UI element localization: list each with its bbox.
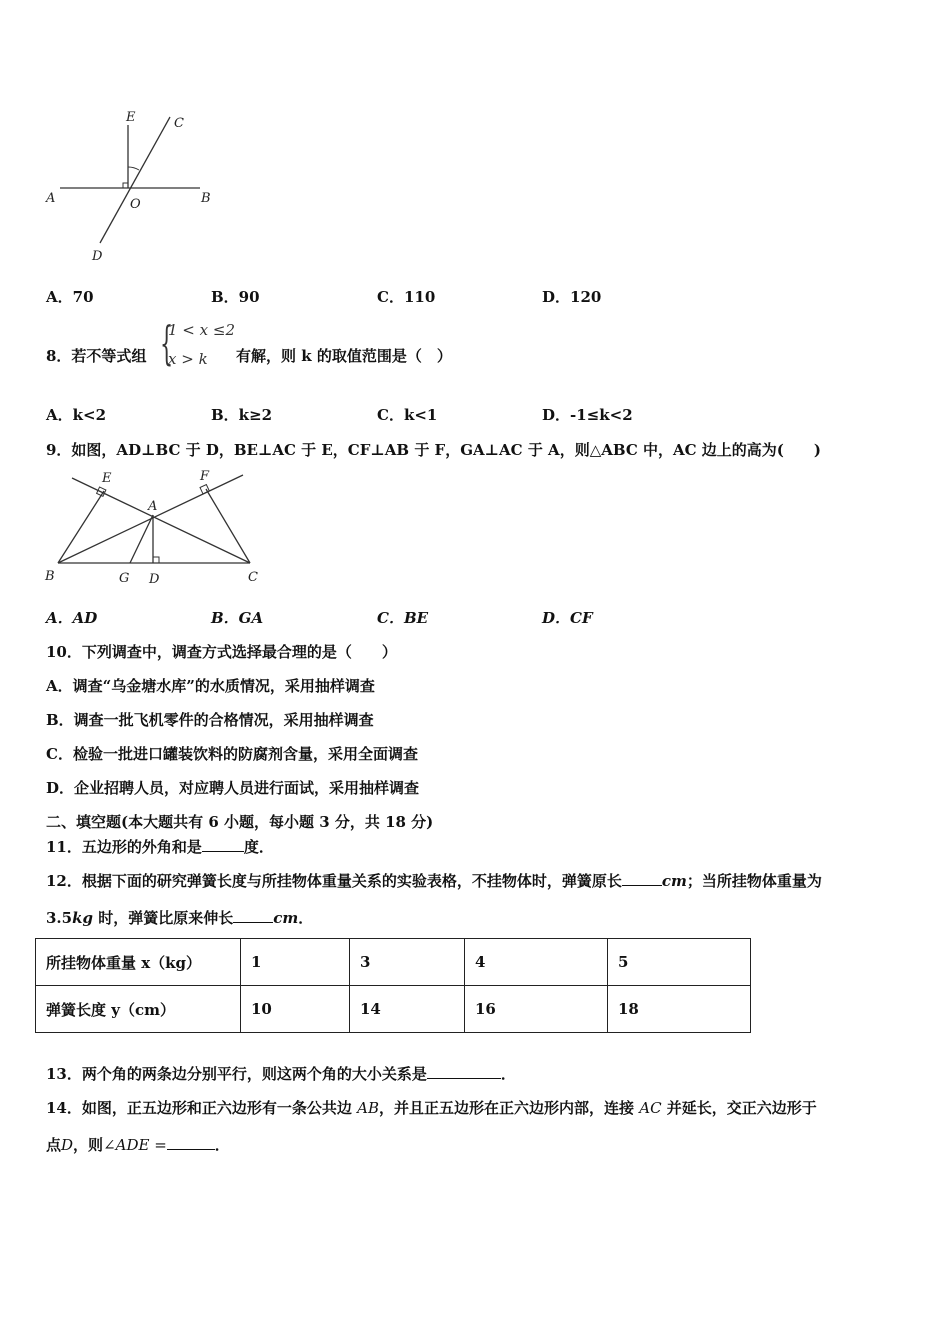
- q14-ab: AB: [357, 1099, 379, 1117]
- table-cell: 14: [350, 986, 465, 1033]
- q14-text-d: 点: [46, 1136, 62, 1154]
- q9-option-d[interactable]: D．CF: [542, 609, 593, 627]
- q11-question: [46, 836, 274, 857]
- q12-unit-2: cm: [273, 909, 299, 927]
- q14-line2: [46, 1134, 230, 1155]
- table-cell: 18: [608, 986, 751, 1033]
- label-d: D: [92, 249, 103, 264]
- table-cell: 16: [465, 986, 608, 1033]
- right-angle-mark: [123, 183, 128, 188]
- line-cd: [100, 117, 170, 243]
- label-e: E: [102, 471, 112, 486]
- q13-answer-blank[interactable]: [427, 1064, 501, 1079]
- label-a: A: [148, 499, 158, 514]
- table-cell: 1: [241, 939, 350, 986]
- q7-option-c[interactable]: C．110: [377, 288, 436, 306]
- section-heading: 二、填空题(本大题共有 6 小题，每小题 3 分，共 18 分): [46, 813, 434, 831]
- table-row: [36, 939, 751, 986]
- q13-text-after: ．: [500, 1065, 516, 1083]
- q9-option-c[interactable]: C．BE: [377, 609, 429, 627]
- q14-text-a: 14．如图，正五边形和正六边形有一条公共边: [46, 1099, 352, 1117]
- label-e: E: [126, 110, 136, 125]
- figure-intersecting-lines: [40, 105, 230, 270]
- q12-weight-value: 3.5: [46, 909, 73, 927]
- q9-question: 9．如图，AD⊥BC 于 D，BE⊥AC 于 E，CF⊥AB 于 F，GA⊥AC 于 A，则△ABC 中，AC 边上的高为( ): [46, 441, 821, 459]
- q13-question: [46, 1063, 516, 1084]
- right-angle-d: [153, 557, 159, 563]
- experiment-table: [35, 938, 751, 1033]
- q10-option-b[interactable]: B．调查一批飞机零件的合格情况，采用抽样调查: [46, 711, 374, 729]
- label-b: B: [45, 569, 55, 584]
- table-header-weight: 所挂物体重量 x（kg）: [36, 939, 241, 986]
- q8-suffix: 有解，则 k 的取值范围是（ ）: [236, 347, 452, 365]
- q10-option-c[interactable]: C．检验一批进口罐装饮料的防腐剂含量，采用全面调查: [46, 745, 418, 763]
- system-brace: {: [160, 316, 174, 370]
- q7-option-a[interactable]: A．70: [46, 288, 94, 306]
- table-cell: 10: [241, 986, 350, 1033]
- label-f: F: [200, 469, 210, 484]
- q8-option-d[interactable]: D．-1≤k<2: [542, 406, 633, 424]
- q14-point-d: D: [61, 1136, 74, 1154]
- line-ce: [72, 478, 250, 563]
- q14-text-f: ．: [214, 1136, 230, 1154]
- q12-line2: [46, 907, 313, 928]
- q12-text-d: ．: [298, 909, 314, 927]
- label-g: G: [119, 571, 130, 586]
- q12-text-b: ；当所挂物体重量为: [686, 872, 822, 890]
- q12-unit-1: cm: [661, 872, 687, 890]
- q8-option-a[interactable]: A．k<2: [46, 406, 107, 424]
- q11-answer-blank[interactable]: [202, 837, 244, 852]
- label-d: D: [149, 572, 160, 587]
- label-o: O: [130, 197, 141, 212]
- q11-text-after: 度．: [243, 838, 274, 856]
- q14-angle: ∠ADE =: [103, 1136, 167, 1154]
- q8-option-c[interactable]: C．k<1: [377, 406, 438, 424]
- q7-option-d[interactable]: D．120: [542, 288, 602, 306]
- q14-text-e: ，则: [73, 1136, 104, 1154]
- q10-question: 10．下列调查中，调查方式选择最合理的是（ ）: [46, 643, 397, 661]
- q12-answer-blank-2[interactable]: [233, 908, 273, 923]
- q8-system-line2: x > k: [168, 350, 208, 368]
- angle-arc: [128, 167, 139, 170]
- table-header-length: 弹簧长度 y（cm）: [36, 986, 241, 1033]
- q12-line1: [46, 870, 822, 891]
- q8-option-b[interactable]: B．k≥2: [211, 406, 273, 424]
- figure-triangle-heights: [40, 465, 270, 590]
- q12-answer-blank-1[interactable]: [622, 871, 662, 886]
- q12-text-c: 时，弹簧比原来伸长: [93, 909, 234, 927]
- q9-option-a[interactable]: A．AD: [46, 609, 98, 627]
- table-cell: 4: [465, 939, 608, 986]
- table-cell: 5: [608, 939, 751, 986]
- q14-text-b: ，并且正五边形在正六边形内部，连接: [378, 1099, 634, 1117]
- q13-text-before: 13．两个角的两条边分别平行，则这两个角的大小关系是: [46, 1065, 427, 1083]
- q14-answer-blank[interactable]: [167, 1135, 215, 1150]
- q9-option-b[interactable]: B．GA: [211, 609, 264, 627]
- q14-line1: [46, 1097, 817, 1118]
- q8-system-line1: 1 < x ≤2: [168, 321, 235, 339]
- label-a: A: [46, 191, 56, 206]
- q8-prefix: 8．若不等式组: [46, 347, 147, 365]
- q14-text-c: 并延长，交正六边形于: [666, 1099, 817, 1117]
- q14-ac: AC: [639, 1099, 662, 1117]
- label-b: B: [201, 191, 211, 206]
- q12-kg: kg: [72, 909, 93, 927]
- q10-option-a[interactable]: A．调查“乌金塘水库”的水质情况，采用抽样调查: [46, 677, 375, 695]
- q11-text-before: 11．五边形的外角和是: [46, 838, 202, 856]
- q10-option-d[interactable]: D．企业招聘人员，对应聘人员进行面试，采用抽样调查: [46, 779, 420, 797]
- label-c: C: [174, 116, 184, 131]
- q7-option-b[interactable]: B．90: [211, 288, 260, 306]
- table-row: [36, 986, 751, 1033]
- q12-text-a: 12．根据下面的研究弹簧长度与所挂物体重量关系的实验表格，不挂物体时，弹簧原长: [46, 872, 622, 890]
- table-cell: 3: [350, 939, 465, 986]
- label-c: C: [248, 570, 258, 585]
- segment-ag: [130, 515, 153, 563]
